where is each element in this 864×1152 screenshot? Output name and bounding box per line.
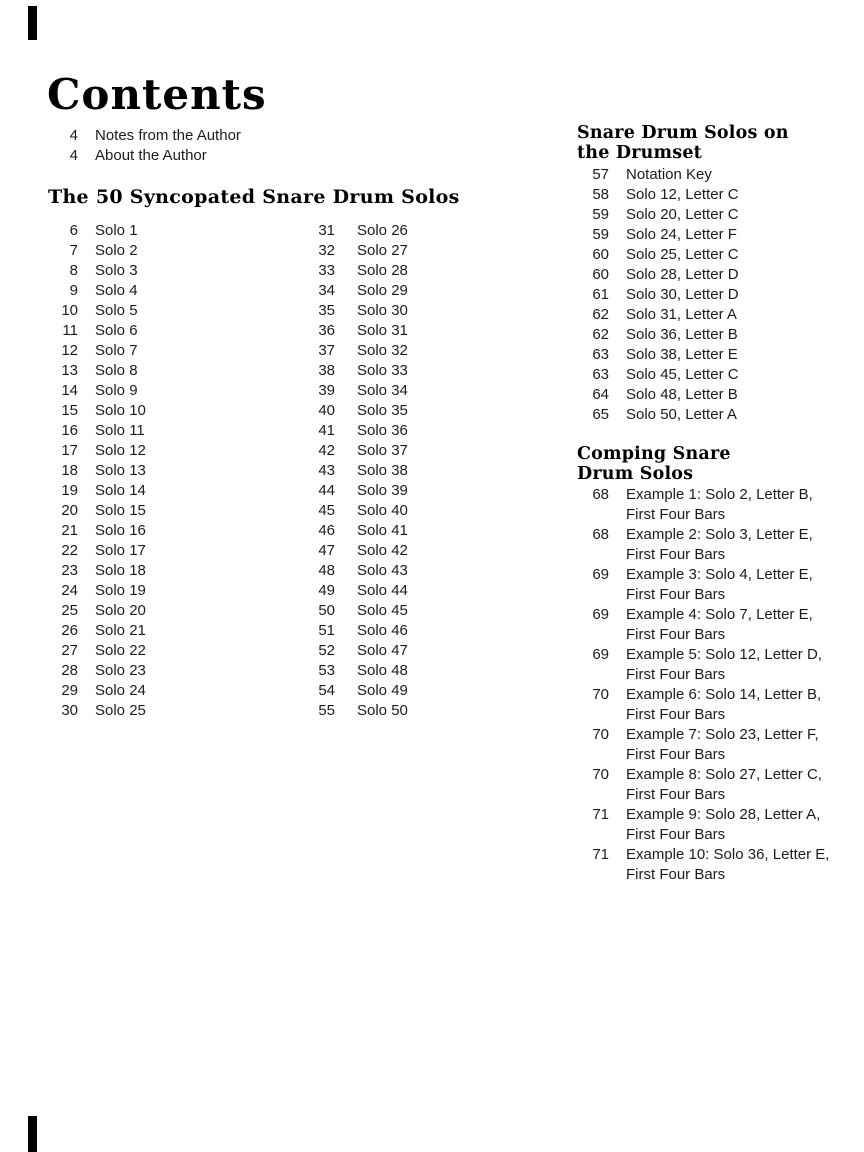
entry-label: Solo 30, Letter D xyxy=(626,286,739,303)
page-number: 44 xyxy=(318,482,335,499)
toc-entry xyxy=(48,461,146,481)
page-number: 55 xyxy=(318,702,335,719)
toc-entry xyxy=(48,641,146,661)
entry-label: Solo 21 xyxy=(95,622,146,639)
entry-line-1: Example 9: Solo 28, Letter A, xyxy=(626,806,821,823)
entry-label: Solo 22 xyxy=(95,642,146,659)
toc-entry xyxy=(577,645,829,685)
entry-label: Solo 4 xyxy=(95,282,138,299)
page-number: 71 xyxy=(592,846,609,863)
toc-entry xyxy=(305,341,408,361)
toc-entry xyxy=(577,285,739,305)
page-number: 63 xyxy=(592,346,609,363)
toc-entry xyxy=(305,481,408,501)
toc-entry xyxy=(305,521,408,541)
entry-label: Solo 50, Letter A xyxy=(626,406,737,423)
page-number: 62 xyxy=(592,306,609,323)
page-number: 68 xyxy=(592,486,609,503)
page-number: 6 xyxy=(69,222,78,239)
toc-entry xyxy=(305,281,408,301)
entry-line-2: First Four Bars xyxy=(626,546,726,563)
toc-entry xyxy=(577,225,739,245)
toc-entry xyxy=(48,561,146,581)
solo-list-column-2 xyxy=(305,221,408,721)
page-number: 23 xyxy=(61,562,78,579)
page-number: 29 xyxy=(61,682,78,699)
page-number: 20 xyxy=(61,502,78,519)
toc-entry xyxy=(48,301,146,321)
entry-label: Solo 43 xyxy=(357,562,408,579)
solo-list-column-1 xyxy=(48,221,146,721)
entry-label: Solo 14 xyxy=(95,482,146,499)
page-number: 37 xyxy=(318,342,335,359)
entry-label: Solo 31 xyxy=(357,322,408,339)
entry-line-2: First Four Bars xyxy=(626,586,726,603)
entry-label: Solo 20 xyxy=(95,602,146,619)
toc-entry xyxy=(48,241,146,261)
entry-label: Solo 41 xyxy=(357,522,408,539)
page-number: 12 xyxy=(61,342,78,359)
toc-entry xyxy=(577,185,739,205)
entry-label: Solo 50 xyxy=(357,702,408,719)
toc-entry xyxy=(305,441,408,461)
entry-label: Solo 35 xyxy=(357,402,408,419)
page-number: 15 xyxy=(61,402,78,419)
toc-entry xyxy=(305,381,408,401)
entry-label: About the Author xyxy=(95,147,207,164)
page-number: 68 xyxy=(592,526,609,543)
entry-label xyxy=(626,765,822,805)
entry-label: Solo 46 xyxy=(357,622,408,639)
page-number: 58 xyxy=(592,186,609,203)
toc-entry xyxy=(48,701,146,721)
entry-line-2: First Four Bars xyxy=(626,706,726,723)
entry-label: Solo 1 xyxy=(95,222,138,239)
page-number: 71 xyxy=(592,806,609,823)
toc-entry xyxy=(305,581,408,601)
page-number: 43 xyxy=(318,462,335,479)
toc-entry xyxy=(577,305,739,325)
toc-entry xyxy=(577,485,829,525)
drumset-heading-line2: the Drumset xyxy=(577,142,702,163)
page-title: Contents xyxy=(47,70,267,119)
entry-line-1: Example 6: Solo 14, Letter B, xyxy=(626,686,822,703)
entry-label: Solo 7 xyxy=(95,342,138,359)
entry-label xyxy=(626,845,829,885)
page-number: 4 xyxy=(69,127,78,144)
entry-line-1: Example 1: Solo 2, Letter B, xyxy=(626,486,813,503)
entry-label: Solo 5 xyxy=(95,302,138,319)
page-number: 14 xyxy=(61,382,78,399)
page-number: 19 xyxy=(61,482,78,499)
toc-entry xyxy=(577,405,739,425)
page-number: 57 xyxy=(592,166,609,183)
toc-entry xyxy=(48,601,146,621)
entry-label: Solo 31, Letter A xyxy=(626,306,737,323)
toc-entry xyxy=(577,205,739,225)
toc-entry xyxy=(48,521,146,541)
comping-heading-line1: Comping Snare xyxy=(577,444,731,464)
page-number: 69 xyxy=(592,566,609,583)
entry-line-1: Example 8: Solo 27, Letter C, xyxy=(626,766,822,783)
toc-entry xyxy=(577,345,739,365)
entry-label: Solo 45, Letter C xyxy=(626,366,739,383)
toc-entry xyxy=(305,661,408,681)
toc-entry xyxy=(577,565,829,605)
page-number: 36 xyxy=(318,322,335,339)
page-number: 69 xyxy=(592,646,609,663)
toc-entry xyxy=(48,681,146,701)
entry-label: Notes from the Author xyxy=(95,127,241,144)
page-number: 53 xyxy=(318,662,335,679)
page-number: 62 xyxy=(592,326,609,343)
toc-entry xyxy=(577,805,829,845)
toc-entry xyxy=(305,681,408,701)
drumset-heading-line1: Snare Drum Solos on xyxy=(577,123,789,143)
page-number: 70 xyxy=(592,686,609,703)
toc-entry xyxy=(48,421,146,441)
page-number: 70 xyxy=(592,726,609,743)
page-number: 64 xyxy=(592,386,609,403)
page-number: 25 xyxy=(61,602,78,619)
toc-entry xyxy=(577,385,739,405)
entry-label: Solo 15 xyxy=(95,502,146,519)
toc-entry xyxy=(305,241,408,261)
entry-label: Solo 48, Letter B xyxy=(626,386,738,403)
page-number: 33 xyxy=(318,262,335,279)
entry-label: Solo 3 xyxy=(95,262,138,279)
entry-line-2: First Four Bars xyxy=(626,666,726,683)
entry-label xyxy=(626,485,813,525)
toc-entry xyxy=(48,481,146,501)
toc-entry xyxy=(48,341,146,361)
page-number: 59 xyxy=(592,226,609,243)
entry-label: Solo 29 xyxy=(357,282,408,299)
toc-entry xyxy=(577,525,829,565)
page-number: 30 xyxy=(61,702,78,719)
toc-entry xyxy=(305,221,408,241)
toc-entry xyxy=(577,725,829,765)
page-number: 38 xyxy=(318,362,335,379)
entry-label: Solo 37 xyxy=(357,442,408,459)
entry-label: Solo 18 xyxy=(95,562,146,579)
entry-label: Solo 16 xyxy=(95,522,146,539)
page-number: 17 xyxy=(61,442,78,459)
entry-label: Solo 30 xyxy=(357,302,408,319)
toc-entry xyxy=(577,845,829,885)
entry-label: Solo 48 xyxy=(357,662,408,679)
toc-entry xyxy=(48,441,146,461)
entry-label: Notation Key xyxy=(626,166,712,183)
entry-label: Solo 6 xyxy=(95,322,138,339)
entry-line-1: Example 3: Solo 4, Letter E, xyxy=(626,566,813,583)
entry-label: Solo 34 xyxy=(357,382,408,399)
page-number: 40 xyxy=(318,402,335,419)
entry-label: Solo 26 xyxy=(357,222,408,239)
page-number: 7 xyxy=(69,242,78,259)
drumset-section-heading xyxy=(577,124,789,163)
toc-entry xyxy=(48,126,241,146)
entry-label xyxy=(626,685,821,725)
entry-label: Solo 17 xyxy=(95,542,146,559)
toc-entry xyxy=(305,541,408,561)
toc-entry xyxy=(48,221,146,241)
entry-label: Solo 36, Letter B xyxy=(626,326,738,343)
entry-label: Solo 28, Letter D xyxy=(626,266,739,283)
toc-entry xyxy=(305,701,408,721)
entry-label: Solo 12, Letter C xyxy=(626,186,739,203)
entry-label: Solo 8 xyxy=(95,362,138,379)
entry-label: Solo 49 xyxy=(357,682,408,699)
entry-label: Solo 28 xyxy=(357,262,408,279)
page-number: 70 xyxy=(592,766,609,783)
entry-line-2: First Four Bars xyxy=(626,506,726,523)
toc-entry xyxy=(48,541,146,561)
entry-label: Solo 9 xyxy=(95,382,138,399)
entry-label: Solo 32 xyxy=(357,342,408,359)
comping-heading-line2: Drum Solos xyxy=(577,463,694,484)
entry-line-1: Example 4: Solo 7, Letter E, xyxy=(626,606,813,623)
page-number: 4 xyxy=(69,147,78,164)
entry-label: Solo 2 xyxy=(95,242,138,259)
entry-label: Solo 42 xyxy=(357,542,408,559)
entry-line-1: Example 2: Solo 3, Letter E, xyxy=(626,526,813,543)
entry-label: Solo 40 xyxy=(357,502,408,519)
toc-entry xyxy=(48,261,146,281)
page-number: 10 xyxy=(61,302,78,319)
page-number: 31 xyxy=(318,222,335,239)
page-number: 60 xyxy=(592,266,609,283)
toc-entry xyxy=(48,281,146,301)
entry-label: Solo 13 xyxy=(95,462,146,479)
page-number: 41 xyxy=(318,422,335,439)
toc-entry xyxy=(305,601,408,621)
page-number: 63 xyxy=(592,366,609,383)
page-number: 22 xyxy=(61,542,78,559)
page-number: 27 xyxy=(61,642,78,659)
page-number: 47 xyxy=(318,542,335,559)
page-number: 48 xyxy=(318,562,335,579)
toc-entry xyxy=(305,421,408,441)
comping-section-heading xyxy=(577,445,731,484)
toc-entry xyxy=(48,621,146,641)
page-number: 16 xyxy=(61,422,78,439)
entry-line-2: First Four Bars xyxy=(626,626,726,643)
toc-entry xyxy=(305,621,408,641)
page-number: 60 xyxy=(592,246,609,263)
entry-label: Solo 24 xyxy=(95,682,146,699)
page-number: 28 xyxy=(61,662,78,679)
page-number: 52 xyxy=(318,642,335,659)
toc-entry xyxy=(305,641,408,661)
toc-entry xyxy=(48,501,146,521)
toc-entry xyxy=(305,461,408,481)
entry-label: Solo 25 xyxy=(95,702,146,719)
page-number: 65 xyxy=(592,406,609,423)
toc-entry xyxy=(48,661,146,681)
page-number: 42 xyxy=(318,442,335,459)
entry-line-1: Example 5: Solo 12, Letter D, xyxy=(626,646,822,663)
solos-section-heading: The 50 Syncopated Snare Drum Solos xyxy=(48,186,460,208)
page-number: 46 xyxy=(318,522,335,539)
entry-label: Solo 44 xyxy=(357,582,408,599)
toc-entry xyxy=(305,361,408,381)
entry-label: Solo 20, Letter C xyxy=(626,206,739,223)
page-number: 35 xyxy=(318,302,335,319)
entry-label: Solo 39 xyxy=(357,482,408,499)
page-number: 50 xyxy=(318,602,335,619)
toc-entry xyxy=(48,146,241,166)
comping-list xyxy=(577,485,829,885)
entry-label xyxy=(626,605,813,645)
page-number: 24 xyxy=(61,582,78,599)
toc-entry xyxy=(305,301,408,321)
toc-entry xyxy=(48,381,146,401)
page-number: 45 xyxy=(318,502,335,519)
entry-label xyxy=(626,725,819,765)
entry-label xyxy=(626,525,813,565)
entry-label: Solo 36 xyxy=(357,422,408,439)
entry-line-1: Example 10: Solo 36, Letter E, xyxy=(626,846,830,863)
toc-entry xyxy=(577,165,739,185)
toc-entry xyxy=(305,401,408,421)
toc-entry xyxy=(577,265,739,285)
entry-label: Solo 19 xyxy=(95,582,146,599)
toc-entry xyxy=(577,365,739,385)
page-number: 18 xyxy=(61,462,78,479)
page-edge-mark-top xyxy=(28,6,37,40)
page-number: 8 xyxy=(69,262,78,279)
toc-entry xyxy=(577,245,739,265)
entry-label: Solo 10 xyxy=(95,402,146,419)
page-number: 11 xyxy=(62,322,78,339)
entry-label: Solo 27 xyxy=(357,242,408,259)
toc-entry xyxy=(305,561,408,581)
toc-entry xyxy=(577,765,829,805)
drumset-list xyxy=(577,165,739,425)
page-number: 26 xyxy=(61,622,78,639)
entry-line-2: First Four Bars xyxy=(626,826,726,843)
page-number: 32 xyxy=(318,242,335,259)
entry-label: Solo 11 xyxy=(95,422,145,439)
entry-label: Solo 38 xyxy=(357,462,408,479)
toc-entry xyxy=(577,325,739,345)
page-edge-mark-bottom xyxy=(28,1116,37,1152)
entry-label: Solo 33 xyxy=(357,362,408,379)
entry-label: Solo 23 xyxy=(95,662,146,679)
entry-label: Solo 45 xyxy=(357,602,408,619)
toc-entry xyxy=(305,501,408,521)
toc-entry xyxy=(48,361,146,381)
entry-line-2: First Four Bars xyxy=(626,746,726,763)
page-number: 59 xyxy=(592,206,609,223)
toc-entry xyxy=(48,581,146,601)
page-number: 54 xyxy=(318,682,335,699)
toc-entry xyxy=(305,261,408,281)
page-number: 61 xyxy=(592,286,609,303)
page-number: 51 xyxy=(318,622,335,639)
entry-label xyxy=(626,805,820,845)
page-number: 9 xyxy=(69,282,78,299)
toc-entry xyxy=(577,605,829,645)
entry-line-2: First Four Bars xyxy=(626,786,726,803)
entry-label: Solo 47 xyxy=(357,642,408,659)
intro-list xyxy=(48,126,241,166)
toc-entry xyxy=(48,321,146,341)
entry-label: Solo 38, Letter E xyxy=(626,346,738,363)
page-number: 49 xyxy=(318,582,335,599)
page-number: 39 xyxy=(318,382,335,399)
toc-entry xyxy=(577,685,829,725)
entry-line-2: First Four Bars xyxy=(626,866,726,883)
toc-entry xyxy=(305,321,408,341)
entry-label: Solo 25, Letter C xyxy=(626,246,739,263)
entry-label: Solo 12 xyxy=(95,442,146,459)
page-number: 13 xyxy=(61,362,78,379)
page-number: 21 xyxy=(61,522,78,539)
page-number: 69 xyxy=(592,606,609,623)
entry-label: Solo 24, Letter F xyxy=(626,226,737,243)
entry-label xyxy=(626,565,813,605)
entry-line-1: Example 7: Solo 23, Letter F, xyxy=(626,726,819,743)
page-number: 34 xyxy=(318,282,335,299)
toc-entry xyxy=(48,401,146,421)
entry-label xyxy=(626,645,822,685)
